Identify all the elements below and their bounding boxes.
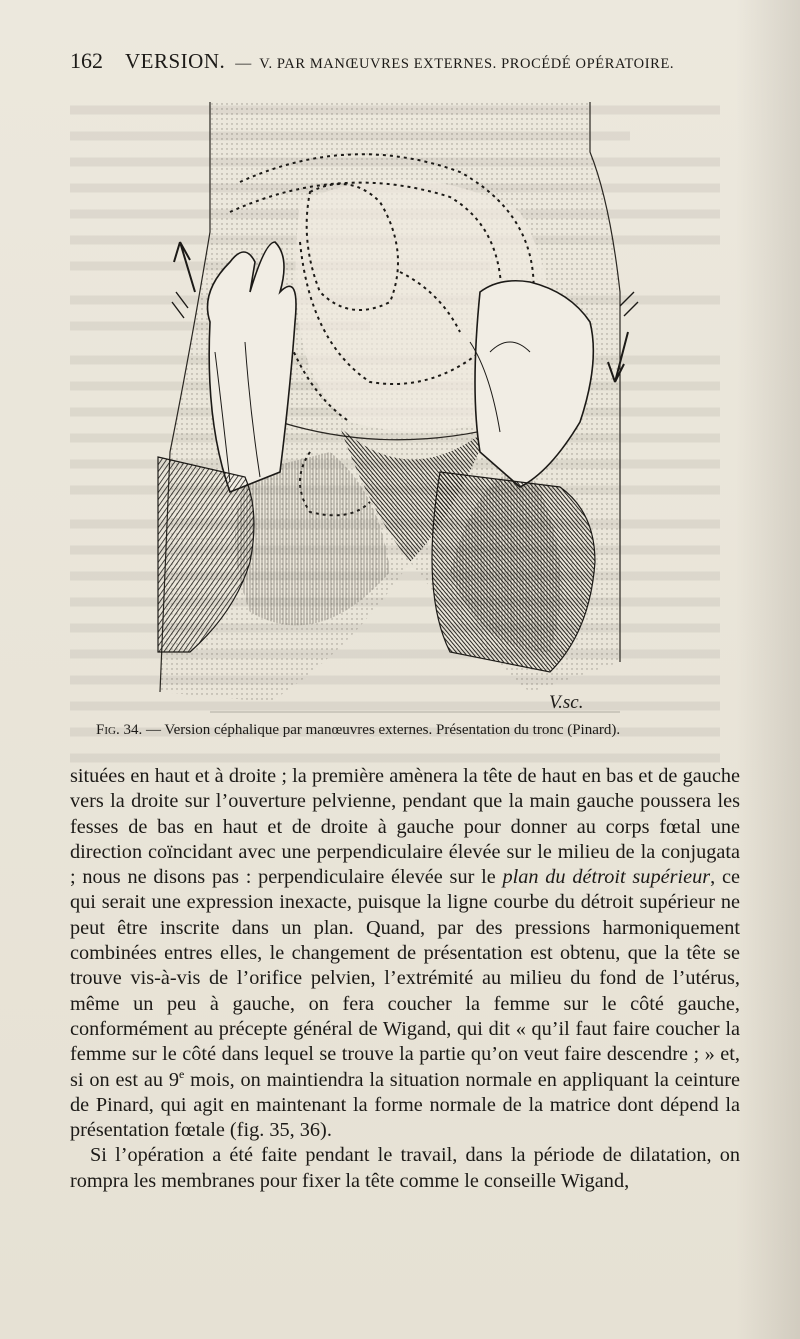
paragraph-1-part-3: mois, on maintiendra la situation normale en appliquant la ceinture de Pinard, qui agit en maintenant la forme normale de la matrice dont dépend la présentation fœtale (fig. 35, 36). bbox=[70, 1068, 741, 1142]
paragraph-1-italic: plan du détroit supérieur bbox=[502, 866, 711, 889]
engraver-signature: V.sc. bbox=[549, 692, 584, 713]
running-head-title: V. PAR MANŒUVRES EXTERNES. PROCÉDÉ OPÉRATOIRE. bbox=[259, 56, 675, 72]
paragraph-1-superscript: e bbox=[178, 1066, 185, 1081]
paragraph-2: Si l’opération a été faite pendant le travail, dans la période de dilatation, on rompra les membranes pour fixer la tête comme le conseille Wigand, bbox=[70, 1144, 740, 1192]
figure-caption-text: — Version céphalique par manœuvres externes. Présentation du tronc (Pinard). bbox=[142, 722, 621, 738]
running-head-section: VERSION. bbox=[125, 49, 226, 73]
paragraph-1-part-2: , ce qui serait une expression inexacte, puisque la ligne courbe du détroit supérieur ne peut être inscrite dans un plan. Quand, par des pressions harmoniquement combinées entres elles, le changement de présentation est obtenu, que la tête se trouve vis-à-vis de l’orifice pelvien, l’extrémité au milieu du fond de l’utérus, même un peu à gauche, on fera coucher la femme sur le côté gauche, conformément au précepte général de Wigand, qui dit « qu’il faut faire coucher la femme sur le côté dans lequel se trouve la partie qu’on veut faire descendre ; » et, si on est au 9 bbox=[70, 866, 740, 1091]
paragraph-1-part-1: situées en haut et à droite ; la première amènera la tête de haut en bas et de gauche vers la droite sur l’ouverture pelvienne, pendant que la main gauche poussera les fesses de bas en haut et de droite à gauche pour donner au corps fœtal une direction coïncidant avec une perpendiculaire élevée sur le milieu de la conjugata ; nous ne disons pas : perpendiculaire élevée sur le bbox=[70, 765, 740, 889]
running-head-dash: — bbox=[235, 55, 252, 72]
page-number: 162 bbox=[70, 48, 103, 73]
running-head bbox=[70, 48, 730, 82]
figure-caption bbox=[96, 722, 736, 739]
engraving-illustration bbox=[150, 92, 680, 717]
paragraph-1 bbox=[70, 764, 740, 1143]
engraving-figure bbox=[150, 92, 680, 717]
figure-number: Fig. 34. bbox=[96, 722, 143, 738]
body-text bbox=[70, 764, 740, 1194]
